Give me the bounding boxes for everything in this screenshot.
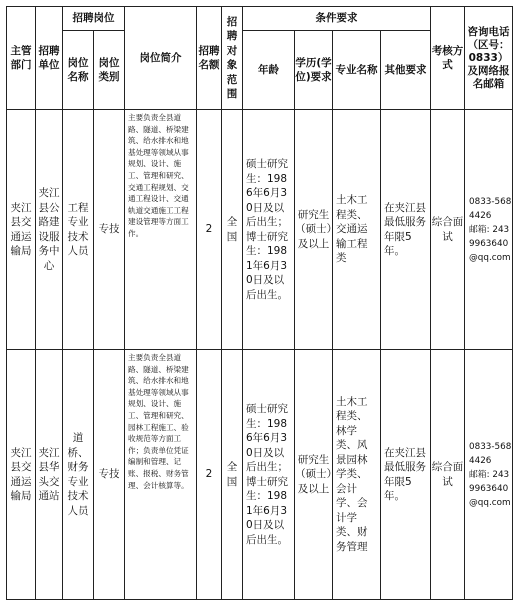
- header-conditions: 条件要求: [243, 7, 431, 31]
- cell-intro: 主要负责全县道路、隧道、桥梁建筑、给水排水和地基处理等领域从事规划、设计、施工、管理和研究、交通工程规划、交通工程设计、交通轨道交通施工工程建设管理等方面工作。: [125, 110, 197, 350]
- header-unit: 招聘单位: [36, 7, 63, 110]
- cell-contact: [465, 110, 513, 350]
- cell-intro: 主要负责全县道路、隧道、桥梁建筑、给水排水和地基处理等领域从事规划、设计、施工、管理和研究、园林工程施工、验收规范等方面工作；负责单位凭证编制和管理、记账、报税、财务管理、会计核算等。: [125, 350, 197, 600]
- header-major: 专业名称: [333, 31, 381, 110]
- header-scope: 招聘对象范围: [222, 7, 243, 110]
- recruitment-table: [6, 6, 513, 600]
- header-exam: 考核方式: [431, 7, 465, 110]
- header-post-group: 招聘岗位: [63, 7, 125, 31]
- cell-age: 硕士研究生：1986年6月30日及以后出生；博士研究生：1981年6月30日及以后出生。: [243, 110, 295, 350]
- cell-post-name: 道桥、财务专业技术人员: [63, 350, 94, 600]
- header-post-name: 岗位名称: [63, 31, 94, 110]
- cell-quota: 2: [197, 350, 222, 600]
- header-org: 主管部门: [7, 7, 36, 110]
- cell-quota: 2: [197, 110, 222, 350]
- header-contact: 咨询电话（区号：0833）及网络报名邮箱: [465, 7, 513, 110]
- cell-scope: 全国: [222, 350, 243, 600]
- contact-email-label: 邮箱:: [469, 469, 490, 480]
- cell-education: 研究生（硕士）及以上: [295, 350, 333, 600]
- cell-exam: 综合面试: [431, 350, 465, 600]
- cell-org: 夹江县交通运输局: [7, 350, 36, 600]
- contact-email: 2439963640@qq.com: [469, 469, 511, 508]
- cell-other: 在夹江县最低服务年限5年。: [381, 110, 431, 350]
- header-other: 其他要求: [381, 31, 431, 110]
- cell-unit: 夹江县华头交通站: [36, 350, 63, 600]
- header-age: 年龄: [243, 31, 295, 110]
- table-row: [7, 350, 513, 600]
- cell-contact: [465, 350, 513, 600]
- cell-major: 土木工程类、林学类、风景园林学类、会计学、会计学类、财务管理: [333, 350, 381, 600]
- cell-age: 硕士研究生：1986年6月30日及以后出生；博士研究生：1981年6月30日及以后出生。: [243, 350, 295, 600]
- cell-post-type: 专技: [94, 110, 125, 350]
- contact-phone: 0833-5684426: [469, 196, 512, 221]
- header-education: 学历(学位)要求: [295, 31, 333, 110]
- cell-exam: 综合面试: [431, 110, 465, 350]
- cell-post-type: 专技: [94, 350, 125, 600]
- cell-other: 在夹江县最低服务年限5年。: [381, 350, 431, 600]
- cell-education: 研究生（硕士）及以上: [295, 110, 333, 350]
- header-post-intro: 岗位简介: [125, 7, 197, 110]
- header-post-type: 岗位类别: [94, 31, 125, 110]
- header-quota: 招聘名额: [197, 7, 222, 110]
- contact-email-label: 邮箱:: [469, 224, 490, 235]
- cell-post-name: 工程专业技术人员: [63, 110, 94, 350]
- cell-scope: 全国: [222, 110, 243, 350]
- contact-email: 2439963640@qq.com: [469, 224, 511, 263]
- cell-unit: 夹江县公路建设服务中心: [36, 110, 63, 350]
- cell-org: 夹江县交通运输局: [7, 110, 36, 350]
- contact-phone: 0833-5684426: [469, 441, 512, 466]
- table-row: [7, 110, 513, 350]
- cell-major: 土木工程类、交通运输工程类: [333, 110, 381, 350]
